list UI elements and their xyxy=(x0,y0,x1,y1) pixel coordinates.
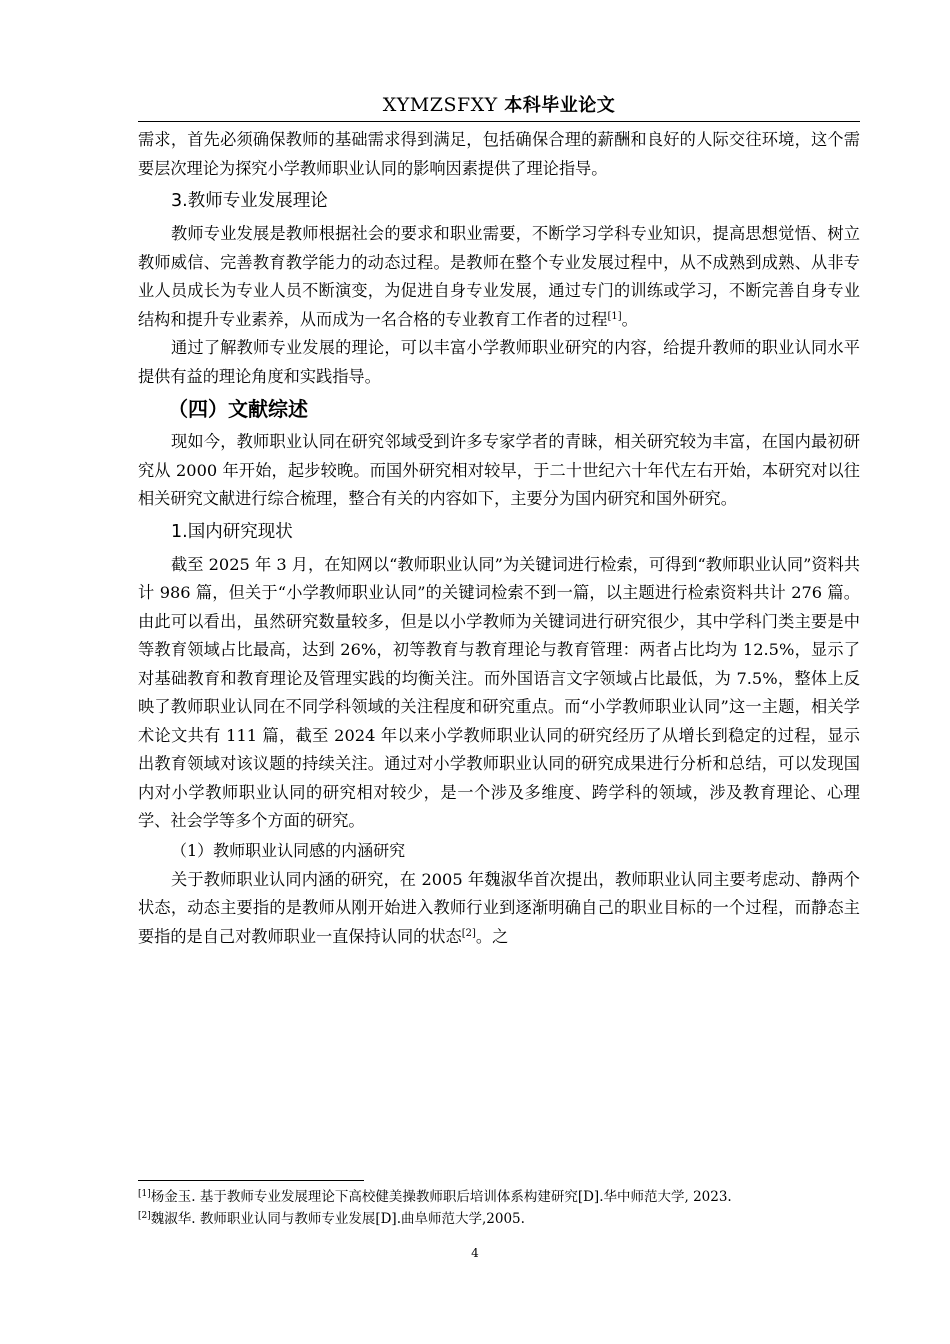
footnote-text: 魏淑华. 教师职业认同与教师专业发展[D].曲阜师范大学,2005. xyxy=(150,1211,525,1227)
paragraph-continuation: 需求，首先必须确保教师的基础需求得到满足，包括确保合理的薪酬和良好的人际交往环境，这个需要层次理论为探究小学教师职业认同的影响因素提供了理论指导。 xyxy=(138,130,860,178)
paragraph-domestic-status: 截至 2025 年 3 月，在知网以“教师职业认同”为关键词进行检索，可得到“教师职业认同”资料共计 986 篇，但关于“小学教师职业认同”的关键词检索不到一篇，以主题进行检索资料共计 276 篇。由此可以看出，虽然研究数量较多，但是以小学教师为关键词进行研究很少，其中学科门类主要是中等教育领域占比最高，达到 26%，初等教育与教育理论与教育管理：两者占比均为 12.5%，显示了对基础教育和教育理论及管理实践的均衡关注。而外国语言文字领域占比最低，为 7.5%，整体上反映了教师职业认同在不同学科领域的关注程度和研究重点。而“小学教师职业认同”这一主题，相关学术论文共有 111 篇，截至 2024 年以来小学教师职业认同的研究经历了从增长到稳定的过程，显示出教育领域对该议题的持续关注。通过对小学教师职业认同的研究成果进行分析和总结，可以发现国内对小学教师职业认同的研究相对较少，是一个涉及多维度、跨学科的领域，涉及教育理论、心理学、社会学等多个方面的研究。 xyxy=(138,554,860,830)
citation-ref-2[interactable]: [2] xyxy=(461,927,476,939)
paragraph-development-definition xyxy=(138,220,860,334)
footnote-mark: [1] xyxy=(138,1189,151,1199)
page-number: 4 xyxy=(471,1246,479,1260)
footnote-1 xyxy=(138,1186,860,1208)
section-heading-teacher-development-theory: 3.教师专业发展理论 xyxy=(171,191,328,211)
citation-ref-1[interactable]: [1] xyxy=(607,310,622,322)
body-text xyxy=(138,126,860,951)
footnote-text: 杨金玉. 基于教师专业发展理论下高校健美操教师职后培训体系构建研究[D].华中师范大学, 2023. xyxy=(150,1189,732,1205)
footnote-2 xyxy=(138,1208,860,1230)
paragraph-text: 教师专业发展是教师根据社会的要求和职业需要，不断学习学科专业知识，提高思想觉悟、树立教师威信、完善教育教学能力的动态过程。是教师在整个专业发展过程中，从不成熟到成熟、从非专业人员成长为专业人员不断演变，为促进自身专业发展，通过专门的训练或学习，不断完善自身专业结构和提升专业素养，从而成为一名合格的专业教育工作者的过程 xyxy=(138,224,860,329)
paragraph-connotation xyxy=(138,866,860,952)
header-title: 本科毕业论文 xyxy=(504,95,616,116)
header-rule xyxy=(138,121,860,122)
paragraph-development-value: 通过了解教师专业发展的理论，可以丰富小学教师职业研究的内容，给提升教师的职业认同水平提供有益的理论角度和实践指导。 xyxy=(138,338,860,386)
paragraph-text: 关于教师职业认同内涵的研究，在 2005 年魏淑华首次提出，教师职业认同主要考虑动、静两个状态，动态主要指的是教师从刚开始进入教师行业到逐渐明确自己的职业目标的一个过程，而静态主要指的是自己对教师职业一直保持认同的状态 xyxy=(138,869,860,946)
footnote-mark: [2] xyxy=(138,1211,151,1221)
paragraph-end: 。 xyxy=(621,309,638,329)
paragraph-end: 。之 xyxy=(475,926,509,946)
section-heading-domestic-research: 1.国内研究现状 xyxy=(171,521,293,542)
section-heading-literature-review: （四）文献综述 xyxy=(168,397,308,421)
paragraph-literature-intro: 现如今，教师职业认同在研究邻域受到许多专家学者的青睐，相关研究较为丰富，在国内最初研究从 2000 年开始，起步较晚。而国外研究相对较早，于二十世纪六十年代左右开始，本研究对以往相关研究文献进行综合梳理，整合有关的内容如下，主要分为国内研究和国外研究。 xyxy=(138,432,860,508)
subsection-heading-connotation: （1）教师职业认同感的内涵研究 xyxy=(171,840,406,860)
footnote-rule xyxy=(138,1180,364,1181)
running-header xyxy=(138,92,860,119)
footnotes xyxy=(138,1186,860,1230)
header-latin: XYMZSFXY xyxy=(382,94,498,116)
